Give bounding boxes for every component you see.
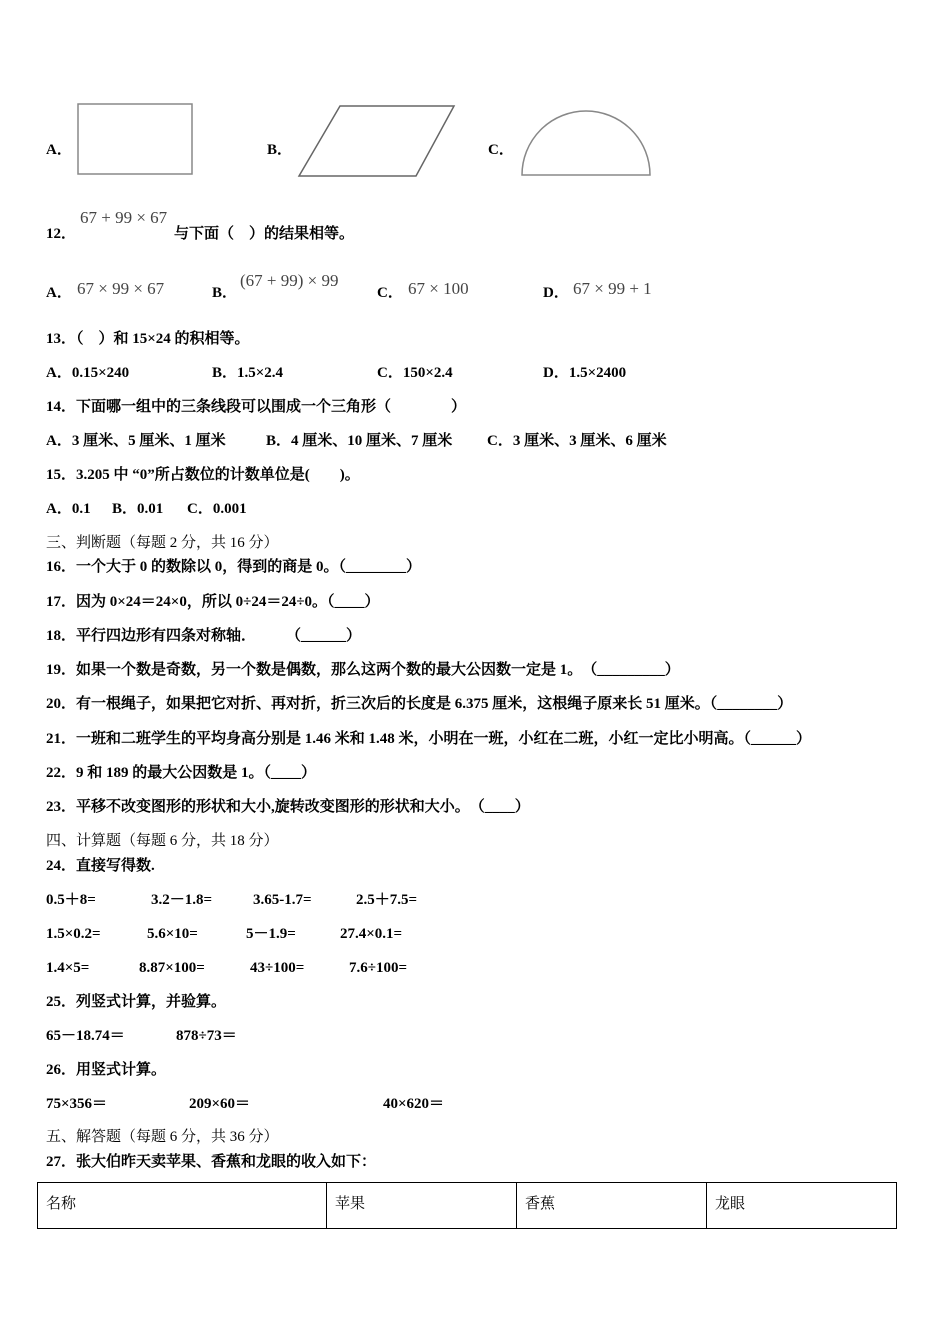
table-header-cell: 龙眼	[707, 1183, 897, 1229]
q19-text: 19．如果一个数是奇数，另一个数是偶数，那么这两个数的最大公因数一定是 1。 （_________）	[46, 662, 680, 678]
section-3-heading: 三、判断题（每题 2 分，共 16 分）	[46, 535, 279, 551]
q12-option-d[interactable]: D．	[543, 285, 569, 301]
q23-text: 23．平移不改变图形的形状和大小,旋转改变图形的形状和大小。 （____）	[46, 799, 530, 815]
q24-item: 27.4×0.1=	[340, 926, 403, 942]
q13-option-d[interactable]: D．1.5×2400	[543, 365, 627, 381]
q26-item: 209×60＝	[189, 1096, 251, 1112]
q15-option-c[interactable]: C．0.001	[187, 501, 247, 517]
q26-item: 40×620＝	[383, 1096, 445, 1112]
q12-option-a[interactable]: A．	[46, 285, 72, 301]
q26-item: 75×356＝	[46, 1096, 108, 1112]
rectangle-shape	[76, 102, 194, 176]
q11-option-b[interactable]: B．	[267, 142, 293, 158]
q15-text: 15．3.205 中 “0”所占数位的计数单位是( )。	[46, 467, 360, 483]
q14-option-c[interactable]: C．3 厘米、3 厘米、6 厘米	[487, 433, 667, 449]
q24-item: 5.6×10=	[147, 926, 198, 942]
q12-expression: 67 + 99 × 67	[80, 208, 168, 227]
q15-option-a[interactable]: A．0.1	[46, 501, 91, 517]
q18-text: 18．平行四边形有四条对称轴． （______）	[46, 628, 362, 644]
q12-option-c-expr: 67 × 100	[408, 279, 469, 298]
income-table	[37, 1182, 897, 1229]
table-header-cell: 香蕉	[517, 1183, 707, 1229]
q24-item: 1.4×5=	[46, 960, 90, 976]
q12-text: 与下面（ ）的结果相等。	[174, 226, 355, 242]
q24-item: 8.87×100=	[139, 960, 205, 976]
section-5-heading: 五、解答题（每题 6 分，共 36 分）	[46, 1129, 279, 1145]
q24-item: 3.2－1.8=	[151, 892, 213, 908]
q25-text: 25．列竖式计算，并验算。	[46, 994, 227, 1010]
q22-text: 22．9 和 189 的最大公因数是 1。（____）	[46, 765, 317, 781]
q12-option-c[interactable]: C．	[377, 285, 403, 301]
q12-number: 12．	[46, 226, 77, 242]
q16-text: 16．一个大于 0 的数除以 0，得到的商是 0。（________）	[46, 559, 422, 575]
parallelogram-shape	[296, 104, 456, 178]
table-header-cell: 苹果	[327, 1183, 517, 1229]
q13-option-b[interactable]: B．1.5×2.4	[212, 365, 284, 381]
table-header-cell: 名称	[38, 1183, 327, 1229]
q13-option-c[interactable]: C．150×2.4	[377, 365, 453, 381]
q24-item: 0.5＋8=	[46, 892, 96, 908]
q27-text: 27．张大伯昨天卖苹果、香蕉和龙眼的收入如下：	[46, 1154, 377, 1170]
q24-item: 43÷100=	[250, 960, 305, 976]
q24-item: 1.5×0.2=	[46, 926, 101, 942]
q12-option-a-expr: 67 × 99 × 67	[77, 279, 165, 298]
q12-option-b-expr: (67 + 99) × 99	[240, 271, 339, 290]
q26-text: 26．用竖式计算。	[46, 1062, 167, 1078]
q13-text: 13．（ ）和 15×24 的积相等。	[46, 331, 250, 347]
q25-item: 878÷73＝	[176, 1028, 237, 1044]
semicircle-shape	[519, 106, 653, 178]
q15-option-b[interactable]: B．0.01	[112, 501, 164, 517]
q24-item: 3.65-1.7=	[253, 892, 312, 908]
q24-item: 5－1.9=	[246, 926, 296, 942]
q25-item: 65－18.74＝	[46, 1028, 125, 1044]
q24-item: 7.6÷100=	[349, 960, 408, 976]
q14-text: 14．下面哪一组中的三条线段可以围成一个三角形（ ）	[46, 399, 467, 415]
q12-option-d-expr: 67 × 99 + 1	[573, 279, 652, 298]
table-row	[38, 1183, 897, 1229]
q14-option-b[interactable]: B．4 厘米、10 厘米、7 厘米	[266, 433, 453, 449]
q17-text: 17．因为 0×24＝24×0，所以 0÷24＝24÷0。（____）	[46, 594, 380, 610]
q11-option-a[interactable]: A．	[46, 142, 72, 158]
section-4-heading: 四、计算题（每题 6 分，共 18 分）	[46, 833, 279, 849]
q11-option-c[interactable]: C．	[488, 142, 514, 158]
q14-option-a[interactable]: A．3 厘米、5 厘米、1 厘米	[46, 433, 226, 449]
q24-item: 2.5＋7.5=	[356, 892, 418, 908]
q21-text: 21．一班和二班学生的平均身高分别是 1.46 米和 1.48 米，小明在一班，小红在二班，小红一定比小明高。（______）	[46, 731, 812, 747]
q13-option-a[interactable]: A．0.15×240	[46, 365, 130, 381]
q12-option-b[interactable]: B．	[212, 285, 238, 301]
q20-text: 20．有一根绳子，如果把它对折、再对折，折三次后的长度是 6.375 厘米，这根绳子原来长 51 厘米。（________）	[46, 696, 793, 712]
q24-text: 24．直接写得数.	[46, 858, 155, 874]
